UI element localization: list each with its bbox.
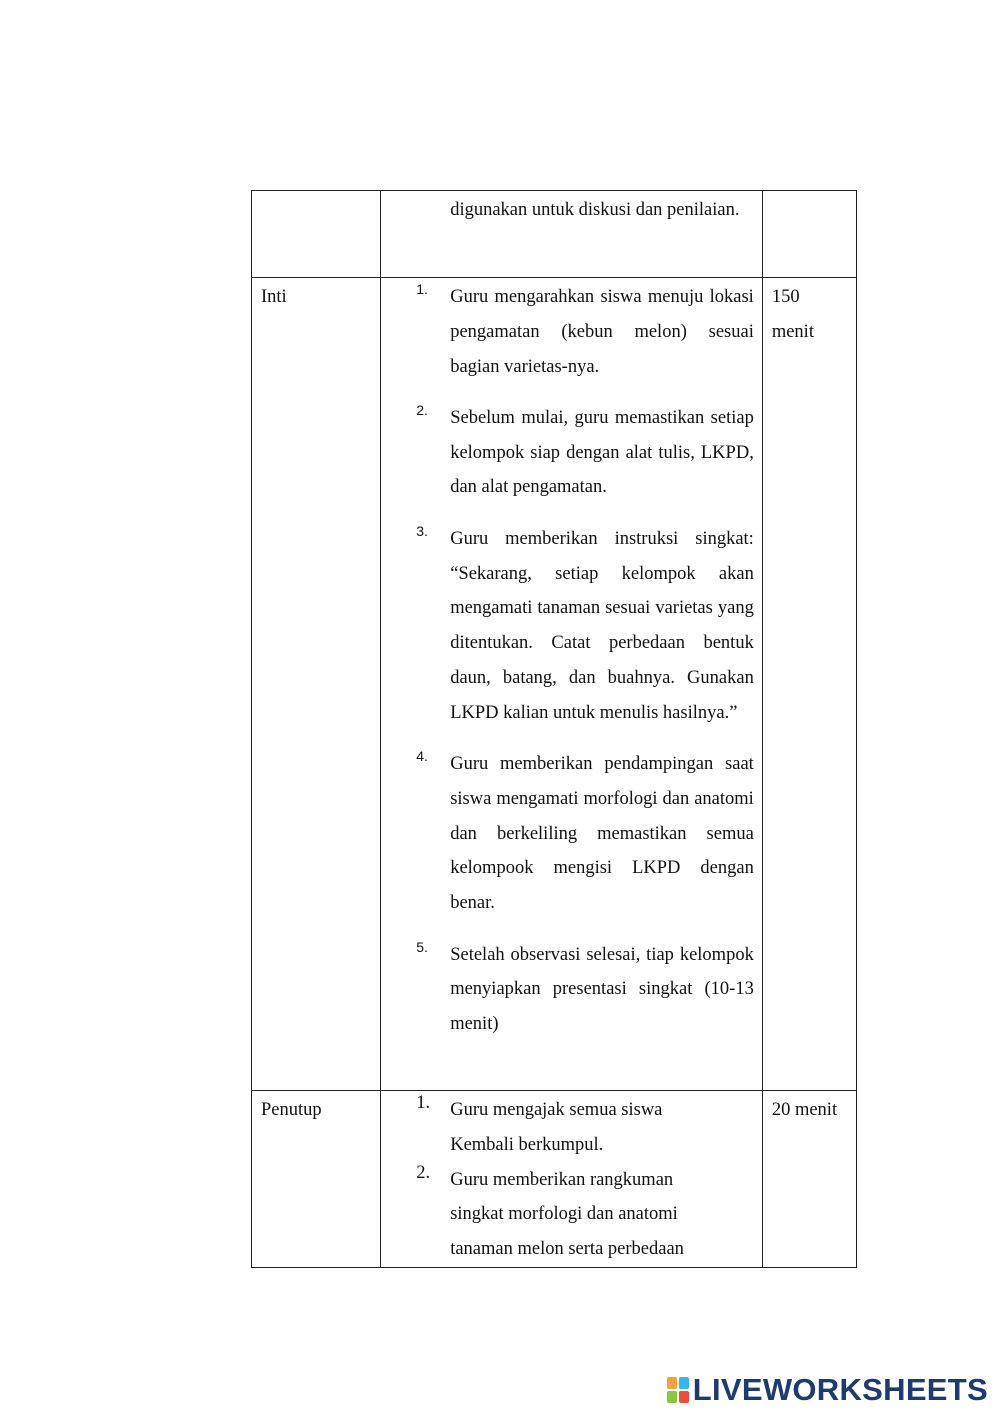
phase-label-penutup: Penutup (261, 1100, 322, 1120)
list-item-text: Guru memberikan pendampingan saat siswa mengamati morfologi dan anatomi dan berkeliling memastikan semua kelompook mengisi LKPD dengan benar. (450, 754, 754, 914)
table-row-inti (252, 278, 857, 1091)
list-item (381, 280, 762, 384)
list-item (381, 747, 762, 921)
logo-square-4 (679, 1391, 689, 1403)
time-value-penutup: 20 menit (771, 1100, 838, 1120)
logo-square-2 (679, 1377, 689, 1389)
phase-label-inti: Inti (261, 287, 287, 307)
list-item (381, 522, 762, 731)
list-item (381, 401, 762, 505)
table-row-penutup (252, 1091, 857, 1268)
continuation-text: digunakan untuk diskusi dan penilaian. (450, 200, 740, 220)
list-item (381, 1163, 762, 1267)
phase-cell-penutup (252, 1091, 381, 1268)
time-cell-empty (762, 191, 856, 278)
activity-cell-penutup (381, 1091, 763, 1268)
list-item-line: Guru memberikan rangkuman (450, 1169, 674, 1190)
activity-cell-inti (381, 278, 763, 1091)
list-item (381, 938, 762, 1042)
list-item-number: 3. (416, 522, 428, 539)
liveworksheets-logo-icon (667, 1377, 689, 1403)
liveworksheets-watermark (667, 1373, 988, 1407)
time-cell-inti (762, 278, 856, 1091)
watermark-text: LIVEWORKSHEETS (692, 1372, 988, 1407)
penutup-activity-list (381, 1091, 762, 1267)
list-item-text (450, 1163, 762, 1267)
phase-cell-inti (252, 278, 381, 1091)
list-item-line: Kembali berkumpul. (450, 1134, 604, 1155)
list-item-number: 5. (416, 938, 428, 955)
list-item-text: Setelah observasi selesai, tiap kelompok menyiapkan presentasi singkat (10-13 menit) (450, 944, 754, 1035)
list-item-number: 2. (416, 1162, 431, 1183)
activity-cell-continuation (381, 191, 763, 278)
inti-activity-list (381, 278, 762, 1042)
list-item-text: Sebelum mulai, guru memastikan setiap kelompok siap dengan alat tulis, LKPD, dan alat pengamatan. (450, 407, 754, 498)
phase-cell-empty (252, 191, 381, 278)
list-item-number: 1. (416, 1093, 431, 1113)
list-item-number: 4. (416, 748, 428, 765)
list-item (381, 1093, 762, 1163)
time-unit-inti: menit (771, 321, 814, 342)
list-item-line: Guru mengajak semua siswa (450, 1100, 663, 1120)
table-row-continuation (252, 191, 857, 278)
list-item-text: Guru mengarahkan siswa menuju lokasi pengamatan (kebun melon) sesuai bagian varietas-nya. (450, 287, 754, 377)
list-item-text (450, 1093, 762, 1163)
time-cell-penutup (762, 1091, 856, 1268)
list-item-text: Guru memberikan instruksi singkat: “Sekarang, setiap kelompok akan mengamati tanaman sesuai varietas yang ditentukan. Catat perbedaan bentuk daun, batang, dan buahnya. Gunakan LKPD kalian untuk menulis hasilnya.” (450, 528, 754, 723)
list-item-line: singkat morfologi dan anatomi (450, 1204, 678, 1225)
lesson-activity-table (251, 190, 857, 1268)
logo-square-3 (667, 1391, 677, 1403)
time-value-inti: 150 (771, 287, 800, 307)
list-item-number: 1. (416, 281, 428, 297)
list-item-number: 2. (416, 401, 428, 418)
list-item-line: tanaman melon serta perbedaan (450, 1239, 684, 1260)
logo-square-1 (667, 1377, 677, 1389)
